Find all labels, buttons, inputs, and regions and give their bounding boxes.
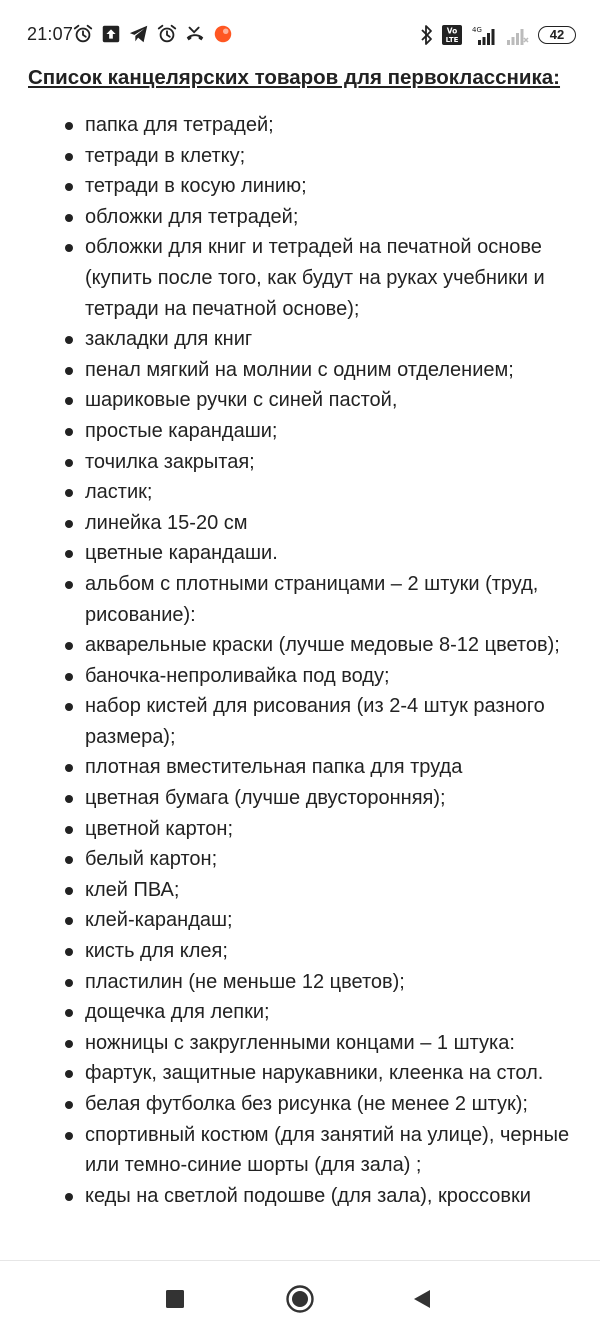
list-item: дощечка для лепки;	[0, 997, 600, 1028]
svg-text:4G: 4G	[472, 26, 482, 34]
list-item: белая футболка без рисунка (не менее 2 штук);	[0, 1089, 600, 1120]
list-item: кисть для клея;	[0, 936, 600, 967]
back-button[interactable]	[406, 1283, 438, 1315]
recents-button[interactable]	[159, 1283, 191, 1315]
list-item: цветные карандаши.	[0, 538, 600, 569]
svg-text:LTE: LTE	[445, 36, 459, 44]
list-item: шариковые ручки с синей пастой,	[0, 385, 600, 416]
list-item: набор кистей для рисования (из 2-4 штук разного размера);	[0, 691, 600, 752]
volte-icon	[441, 24, 463, 46]
status-bar	[0, 0, 600, 60]
triangle-back-icon	[412, 1288, 432, 1310]
missed-call-icon	[184, 23, 206, 45]
list-item: фартук, защитные нарукавники, клеенка на стол.	[0, 1058, 600, 1089]
alarm-icon	[72, 23, 94, 45]
list-title: Список канцелярских товаров для первоклассника:	[28, 66, 561, 89]
list-item: клей ПВА;	[0, 875, 600, 906]
list-item: простые карандаши;	[0, 416, 600, 447]
list-item: закладки для книг	[0, 324, 600, 355]
list-item: цветная бумага (лучше двусторонняя);	[0, 783, 600, 814]
list-item: ластик;	[0, 477, 600, 508]
list-item: обложки для книг и тетрадей на печатной основе (купить после того, как будут на руках учебники и тетради на печатной основе);	[0, 232, 600, 324]
list-item: ножницы с закругленными концами – 1 штука:	[0, 1028, 600, 1059]
battery-level: 42	[549, 27, 565, 42]
list-item: точилка закрытая;	[0, 447, 600, 478]
list-item: кеды на светлой подошве (для зала), кроссовки	[0, 1181, 600, 1212]
list-item: клей-карандаш;	[0, 905, 600, 936]
list-item: спортивный костюм (для занятий на улице), черные или темно-синие шорты (для зала) ;	[0, 1120, 600, 1181]
article-content	[0, 60, 600, 1260]
list-item: пластилин (не меньше 12 цветов);	[0, 967, 600, 998]
list-item: тетради в косую линию;	[0, 171, 600, 202]
list-item: плотная вместительная папка для труда	[0, 752, 600, 783]
list-item: цветной картон;	[0, 814, 600, 845]
list-item: белый картон;	[0, 844, 600, 875]
telegram-icon	[128, 23, 150, 45]
home-button[interactable]	[284, 1283, 316, 1315]
system-icons	[413, 22, 576, 48]
list-item: папка для тетрадей;	[0, 110, 600, 141]
supply-list	[0, 110, 600, 1211]
list-item: баночка-непроливайка под воду;	[0, 661, 600, 692]
list-item: акварельные краски (лучше медовые 8-12 цветов);	[0, 630, 600, 661]
list-item: пенал мягкий на молнии с одним отделением;	[0, 355, 600, 386]
signal-4g-icon	[470, 24, 498, 46]
signal-empty-icon	[505, 24, 529, 46]
notification-icons	[72, 22, 240, 46]
alarm-icon	[156, 23, 178, 45]
app-notification-icon	[212, 23, 234, 45]
list-item: линейка 15-20 см	[0, 508, 600, 539]
list-item: альбом с плотными страницами – 2 штуки (труд, рисование):	[0, 569, 600, 630]
battery-icon	[538, 26, 576, 44]
status-time: 21:07	[27, 24, 74, 44]
bluetooth-icon	[420, 24, 434, 46]
list-item: тетради в клетку;	[0, 141, 600, 172]
navigation-bar	[0, 1260, 600, 1333]
square-icon	[165, 1289, 185, 1309]
svg-text:Vo: Vo	[446, 26, 458, 36]
list-item: обложки для тетрадей;	[0, 202, 600, 233]
upload-icon	[100, 23, 122, 45]
circle-icon	[285, 1284, 315, 1314]
